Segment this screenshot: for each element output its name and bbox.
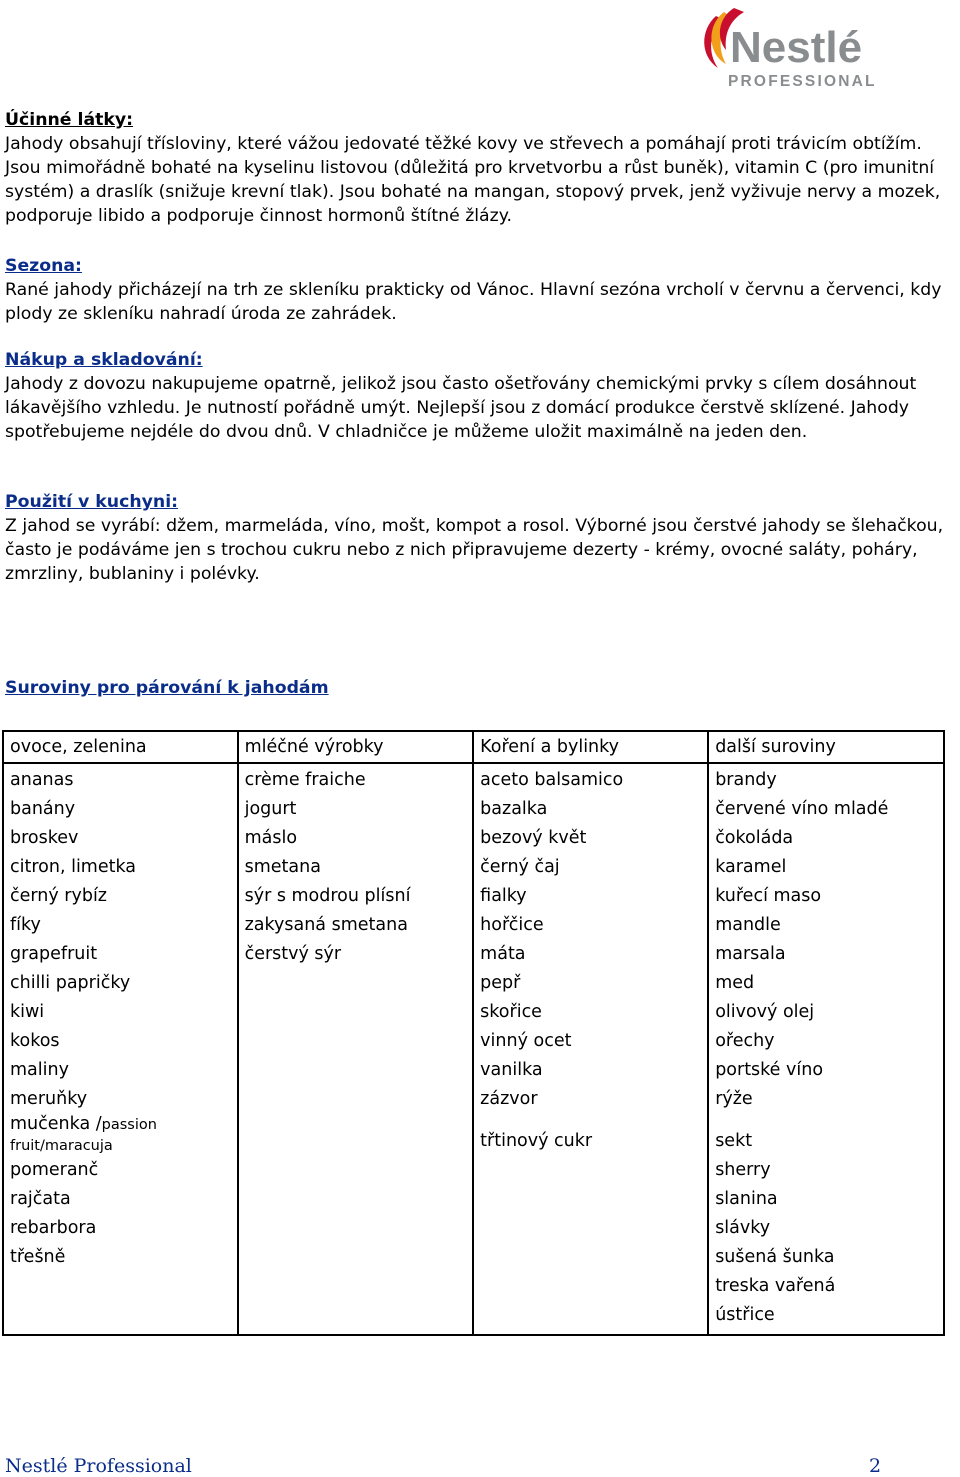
list-item: červené víno mladé xyxy=(715,799,889,819)
section-active-substances xyxy=(5,108,960,228)
list-item: skořice xyxy=(480,1002,542,1022)
list-item: chilli papričky xyxy=(10,973,131,993)
section-text: Rané jahody přicházejí na trh ze skleníku prakticky od Vánoc. Hlavní sezóna vrcholí v červnu a červenci, kdy plody ze skleníku nahradí úroda ze zahrádek. xyxy=(5,280,942,324)
column-fruit-veg xyxy=(3,763,238,1335)
nestle-professional-logo xyxy=(698,4,888,90)
list-item: treska vařená xyxy=(715,1276,836,1296)
list-item: třešně xyxy=(10,1247,66,1267)
header-other: další suroviny xyxy=(708,731,944,763)
list-item: banány xyxy=(10,799,76,819)
list-item: pomeranč xyxy=(10,1160,99,1180)
list-item: aceto balsamico xyxy=(480,770,624,790)
list-item: marsala xyxy=(715,944,786,964)
list-item: černý rybíz xyxy=(10,886,107,906)
list-item: vinný ocet xyxy=(480,1031,572,1051)
list-item: rebarbora xyxy=(10,1218,97,1238)
list-item xyxy=(715,1114,937,1156)
table-body-row xyxy=(3,763,944,1335)
list-item: grapefruit xyxy=(10,944,98,964)
list-item xyxy=(480,1114,701,1156)
section-text: Jahody z dovozu nakupujeme opatrně, jelikož jsou často ošetřovány chemickými prvky s cílem dosáhnout lákavějšího vzhledu. Je nutností pořádně umýt. Nejlepší jsou z domácí produkce čerstvě sklízené. Jahody spotřebujeme nejdéle do dvou dnů. V chladničce je můžeme uložit maximálně na jeden den. xyxy=(5,374,917,442)
list-item: kokos xyxy=(10,1031,60,1051)
section-heading: Účinné látky: xyxy=(5,110,134,130)
list-item: ananas xyxy=(10,770,74,790)
svg-text:PROFESSIONAL: PROFESSIONAL xyxy=(728,73,877,90)
logo-swoosh-icon xyxy=(698,4,888,90)
list-item: maliny xyxy=(10,1060,69,1080)
section-heading: Sezona: xyxy=(5,256,82,276)
list-item: černý čaj xyxy=(480,857,560,877)
footer-brand: Nestlé Professional xyxy=(5,1455,192,1477)
list-item: slávky xyxy=(715,1218,771,1238)
list-item: sýr s modrou plísní xyxy=(244,886,411,906)
list-item: kuřecí maso xyxy=(715,886,822,906)
list-item: máta xyxy=(480,944,526,964)
list-item: portské víno xyxy=(715,1060,824,1080)
section-text: Jahody obsahují třísloviny, které vážou jedovaté těžké kovy ve střevech a pomáhají proti trávicím obtížím. Jsou mimořádně bohaté na kyselinu listovou (důležitá pro krvetvorbu a růst buněk), vitamin C (pro imunitní systém) a draslík (snižuje krevní tlak). Jsou bohaté na mangan, stopový prvek, jenž vyživuje nervy a mozek, podporuje libido a podporuje činnost hormonů štítné žlázy. xyxy=(5,134,941,226)
list-item: rajčata xyxy=(10,1189,71,1209)
list-item: pepř xyxy=(480,973,521,993)
header-fruit-veg: ovoce, zelenina xyxy=(3,731,238,763)
section-text: Z jahod se vyrábí: džem, marmeláda, víno, mošt, kompot a rosol. Výborné jsou čerstvé jahody se šlehačkou, často je podáváme jen s trochou cukru nebo z nich připravujeme dezerty - krémy, ovocné saláty, poháry, zmrzliny, bublaniny i polévky. xyxy=(5,516,944,584)
list-item: mandle xyxy=(715,915,781,935)
list-item-text: sekt xyxy=(715,1131,753,1151)
list-item: sherry xyxy=(715,1160,771,1180)
section-purchase-storage xyxy=(5,348,960,444)
list-item: ořechy xyxy=(715,1031,775,1051)
list-item: máslo xyxy=(244,828,298,848)
list-item: citron, limetka xyxy=(10,857,137,877)
section-heading: Nákup a skladování: xyxy=(5,350,203,370)
list-item: mučenka /passion fruit/maracuja xyxy=(10,1114,157,1154)
column-dairy xyxy=(238,763,474,1335)
list-item: brandy xyxy=(715,770,777,790)
list-item: vanilka xyxy=(480,1060,543,1080)
pairing-table xyxy=(2,730,945,1336)
list-item: slanina xyxy=(715,1189,778,1209)
list-item: rýže xyxy=(715,1089,753,1109)
list-item: fialky xyxy=(480,886,527,906)
page-number: 2 xyxy=(869,1455,882,1477)
list-item: sušená šunka xyxy=(715,1247,835,1267)
list-item: bazalka xyxy=(480,799,548,819)
column-other xyxy=(708,763,944,1335)
list-item: fíky xyxy=(10,915,41,935)
list-item-text: třtinový cukr xyxy=(480,1131,593,1151)
list-item: smetana xyxy=(244,857,321,877)
table-header-row xyxy=(3,731,944,763)
list-item: olivový olej xyxy=(715,1002,815,1022)
header-dairy: mléčné výrobky xyxy=(238,731,474,763)
list-item: crème fraiche xyxy=(244,770,366,790)
list-item: zakysaná smetana xyxy=(244,915,408,935)
list-item: kiwi xyxy=(10,1002,45,1022)
section-season xyxy=(5,254,960,326)
pairing-title: Suroviny pro párování k jahodám xyxy=(5,678,329,698)
list-item: karamel xyxy=(715,857,787,877)
section-kitchen-use xyxy=(5,490,960,586)
list-item: ústřice xyxy=(715,1305,775,1325)
list-item: jogurt xyxy=(244,799,297,819)
list-item: hořčice xyxy=(480,915,544,935)
list-item: med xyxy=(715,973,755,993)
header-spices-herbs: Koření a bylinky xyxy=(473,731,708,763)
list-item: meruňky xyxy=(10,1089,88,1109)
list-item: broskev xyxy=(10,828,79,848)
list-item: bezový květ xyxy=(480,828,587,848)
svg-text:Nestlé: Nestlé xyxy=(730,23,863,72)
list-item: zázvor xyxy=(480,1089,538,1109)
list-item: čerstvý sýr xyxy=(244,944,342,964)
column-spices-herbs xyxy=(473,763,708,1335)
list-item: čokoláda xyxy=(715,828,794,848)
section-heading: Použití v kuchyni: xyxy=(5,492,179,512)
